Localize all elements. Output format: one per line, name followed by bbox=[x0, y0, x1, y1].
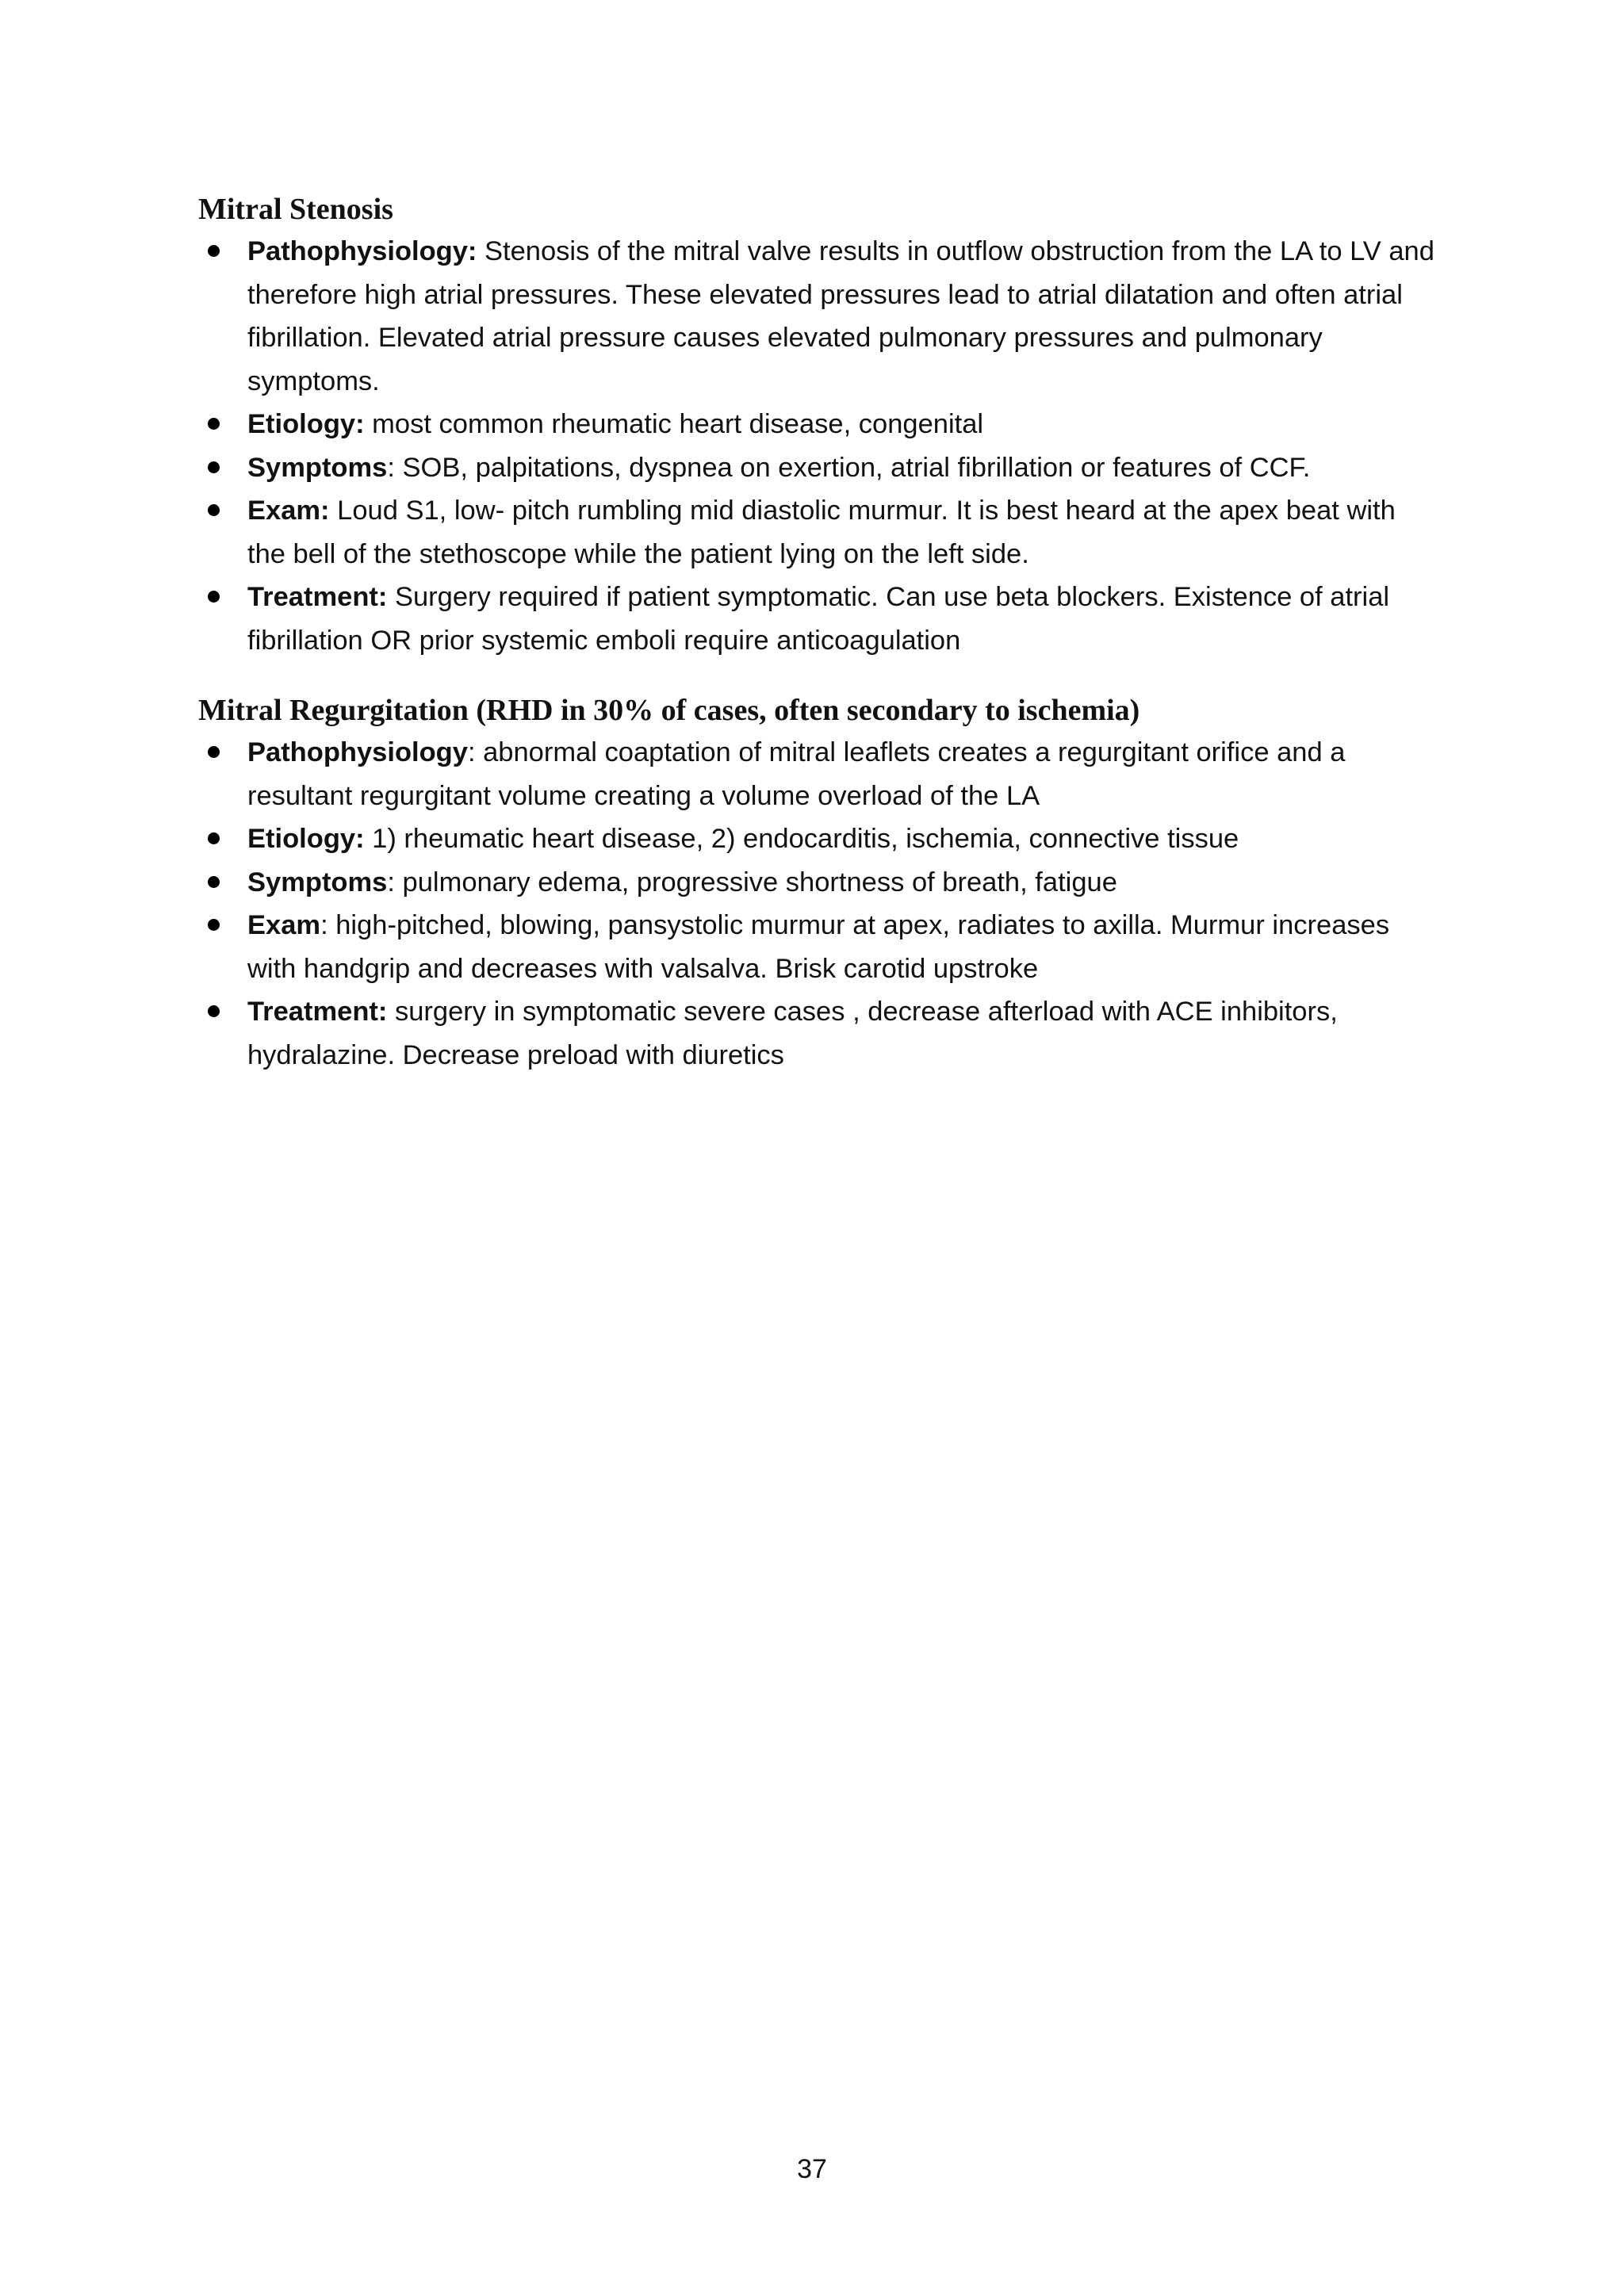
item-term: Symptoms bbox=[247, 867, 388, 897]
bullet-icon bbox=[208, 876, 220, 888]
bullet-icon bbox=[208, 832, 220, 844]
item-text: surgery in symptomatic severe cases , decrease afterload with ACE inhibitors, hydralazine. Decrease preload with diuretics bbox=[247, 997, 1338, 1070]
list-item bbox=[198, 489, 1435, 576]
list-item bbox=[198, 731, 1435, 817]
item-term: Etiology: bbox=[247, 824, 365, 854]
section-heading: Mitral Stenosis bbox=[198, 193, 393, 226]
section-mitral-regurgitation bbox=[198, 690, 1435, 1077]
list-item bbox=[198, 817, 1435, 861]
item-text: Loud S1, low- pitch rumbling mid diastolic murmur. It is best heard at the apex beat with the bell of the stethoscope while the patient lying on the left side. bbox=[247, 496, 1396, 569]
bullet-icon bbox=[208, 245, 220, 257]
item-term: Pathophysiology bbox=[247, 737, 468, 767]
bullet-icon bbox=[208, 1005, 220, 1017]
item-text: : SOB, palpitations, dyspnea on exertion, atrial fibrillation or features of CCF. bbox=[387, 452, 1311, 483]
bullet-icon bbox=[208, 418, 220, 430]
list-item bbox=[198, 446, 1435, 490]
item-term: Etiology: bbox=[247, 409, 365, 439]
item-text: : pulmonary edema, progressive shortness of breath, fatigue bbox=[387, 867, 1117, 897]
item-term: Symptoms bbox=[247, 452, 388, 483]
bullet-icon bbox=[208, 919, 220, 931]
item-text: 1) rheumatic heart disease, 2) endocarditis, ischemia, connective tissue bbox=[364, 824, 1239, 854]
page-number: 37 bbox=[797, 2154, 827, 2184]
item-term: Pathophysiology: bbox=[247, 236, 477, 266]
list-item bbox=[198, 403, 1435, 446]
list-item bbox=[198, 861, 1435, 905]
section-heading: Mitral Regurgitation (RHD in 30% of cases, often secondary to ischemia) bbox=[198, 694, 1140, 727]
bullet-icon bbox=[208, 591, 220, 603]
item-term: Treatment: bbox=[247, 997, 388, 1027]
section-mitral-stenosis bbox=[198, 189, 1435, 662]
item-term: Treatment: bbox=[247, 582, 388, 612]
list-item bbox=[198, 230, 1435, 403]
item-term: Exam: bbox=[247, 496, 330, 526]
bullet-icon bbox=[208, 461, 220, 473]
item-text: Stenosis of the mitral valve results in outflow obstruction from the LA to LV and therefore high atrial pressures. These elevated pressures lead to atrial dilatation and often atrial fibrillation. Elevated atrial pressure causes elevated pulmonary pressures and pulmonary symptoms. bbox=[247, 236, 1434, 396]
list-item bbox=[198, 904, 1435, 990]
list-item bbox=[198, 576, 1435, 662]
item-text: Surgery required if patient symptomatic. Can use beta blockers. Existence of atrial fibrillation OR prior systemic emboli require anticoagulation bbox=[247, 582, 1390, 656]
item-text: : abnormal coaptation of mitral leaflets creates a regurgitant orifice and a resultant regurgitant volume creating a volume overload of the LA bbox=[247, 737, 1346, 811]
bullet-list bbox=[198, 230, 1435, 662]
item-term: Exam bbox=[247, 910, 321, 940]
bullet-list bbox=[198, 731, 1435, 1077]
bullet-icon bbox=[208, 504, 220, 516]
item-text: most common rheumatic heart disease, congenital bbox=[364, 409, 984, 439]
bullet-icon bbox=[208, 746, 220, 758]
list-item bbox=[198, 990, 1435, 1077]
item-text: : high-pitched, blowing, pansystolic murmur at apex, radiates to axilla. Murmur increases with handgrip and decreases with valsalva. Brisk carotid upstroke bbox=[247, 910, 1390, 984]
